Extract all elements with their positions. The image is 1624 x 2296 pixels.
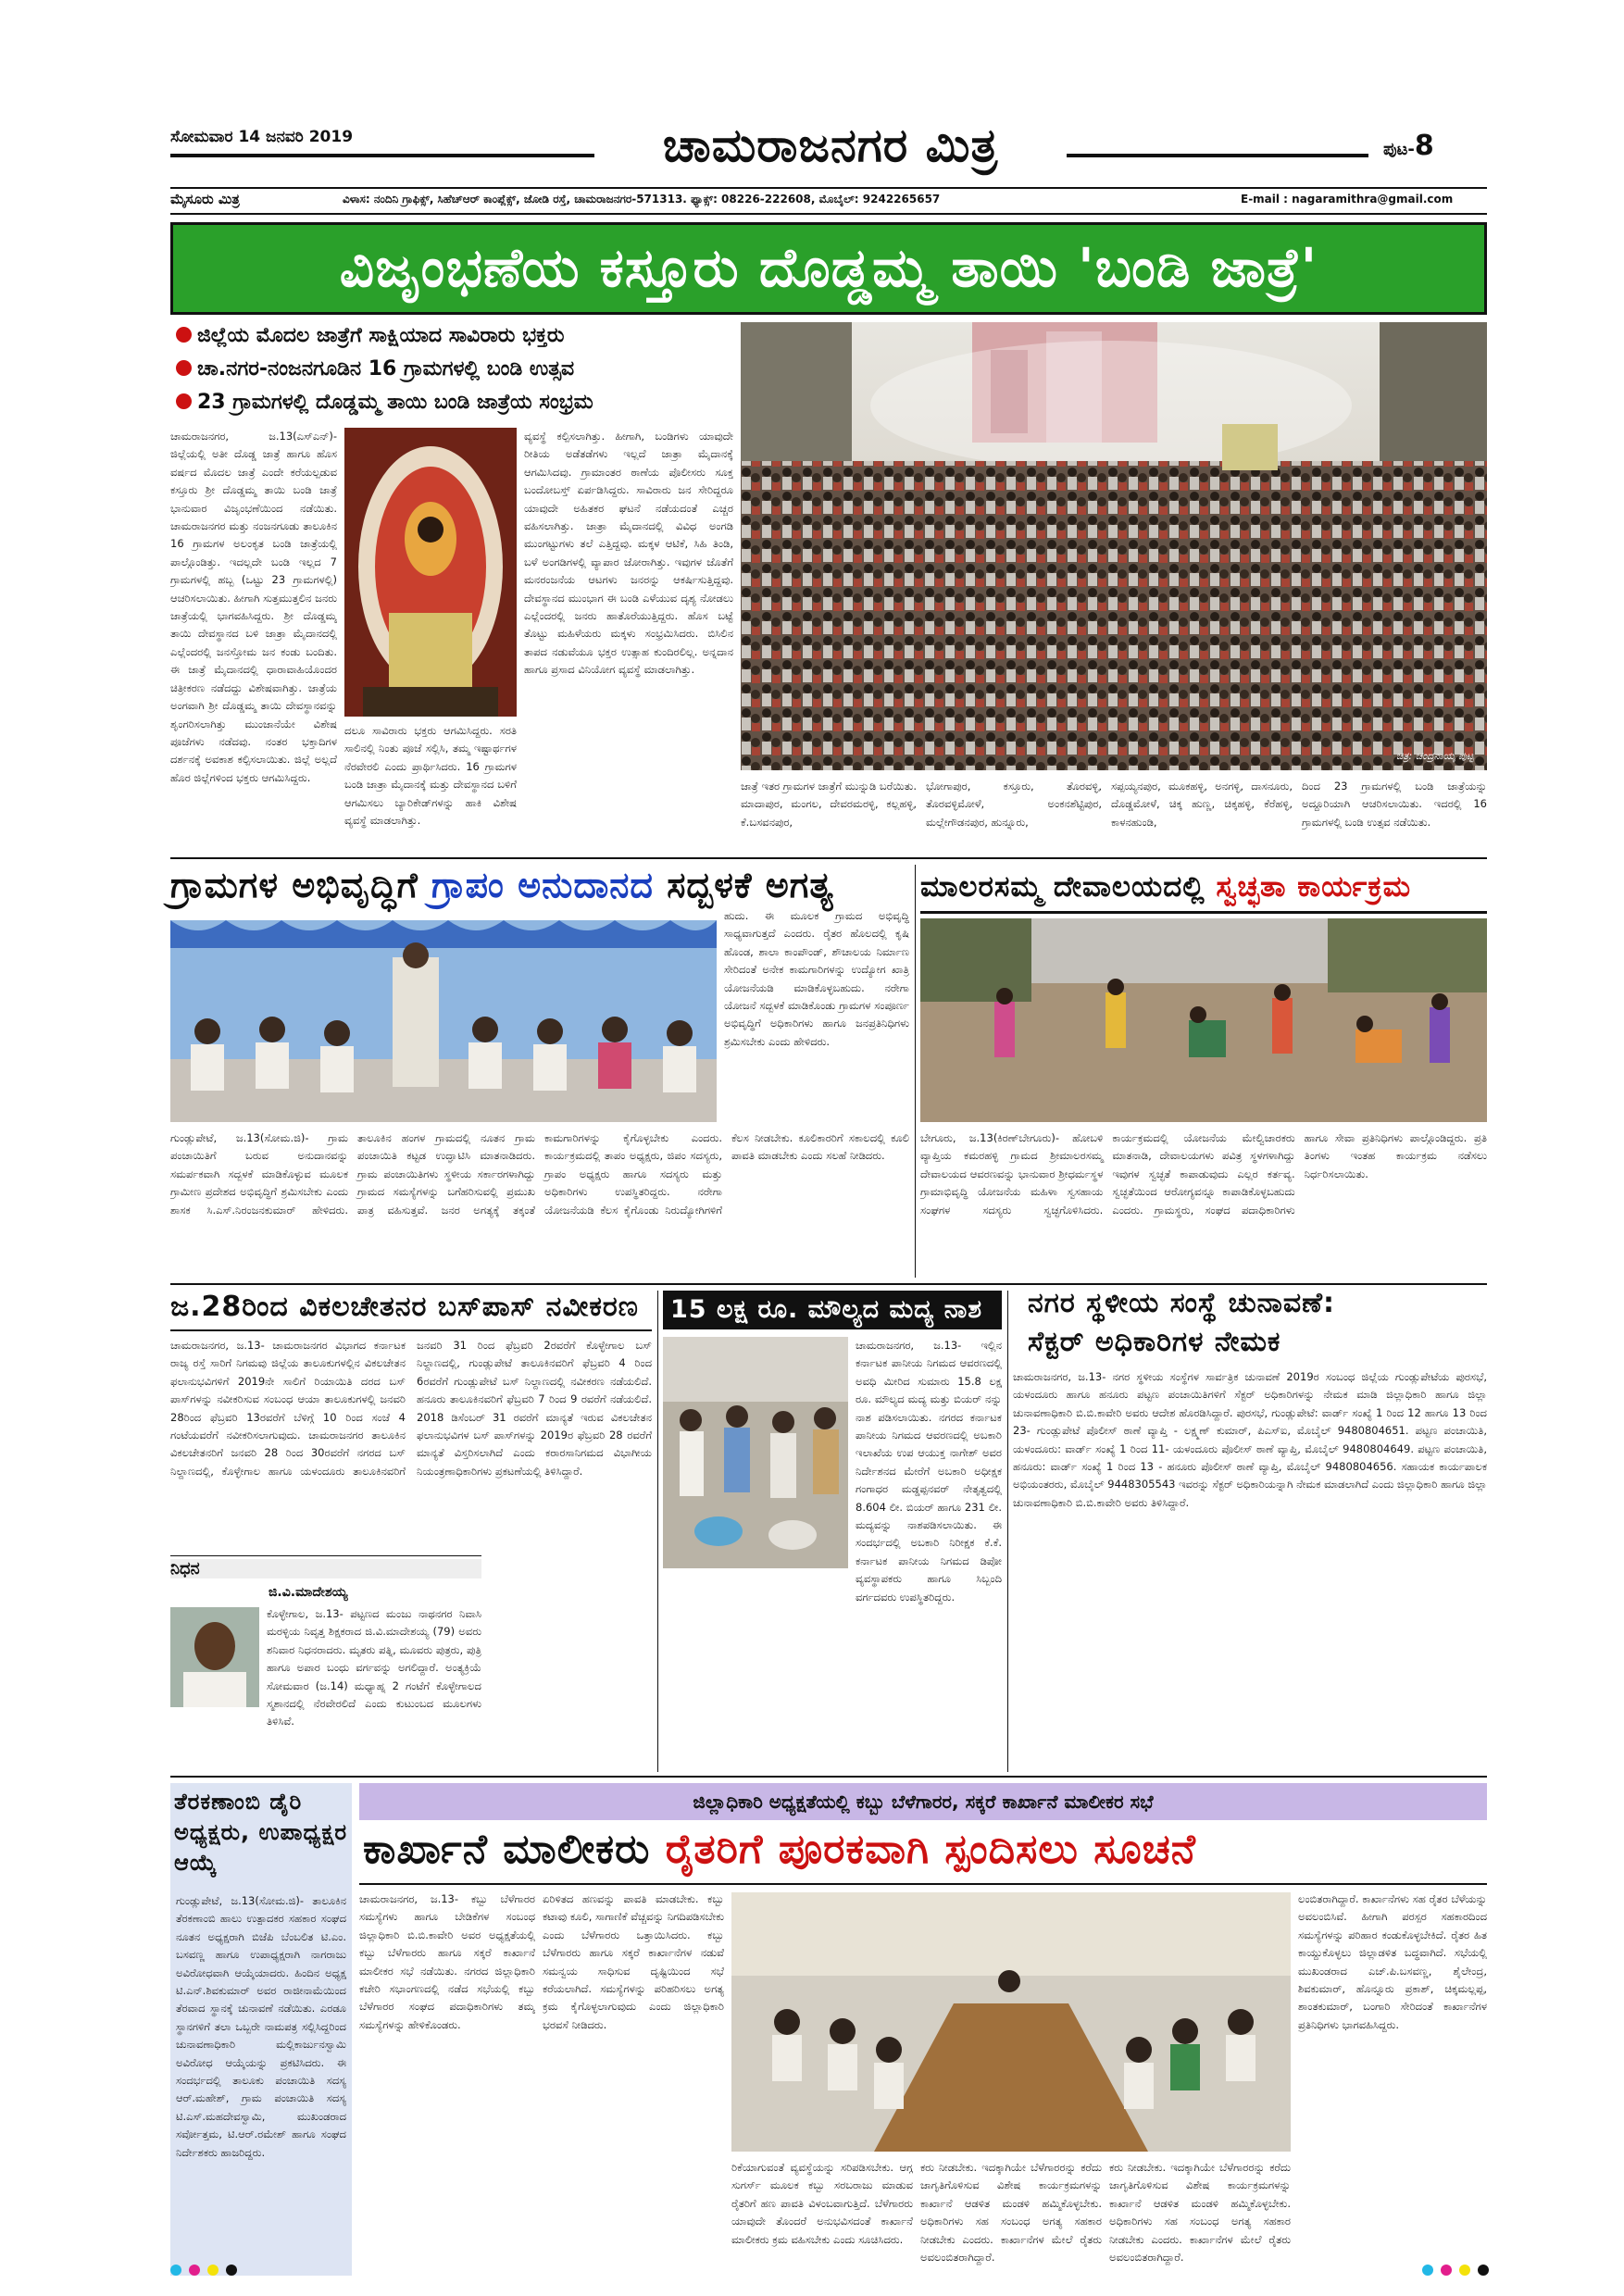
- bullet-dot: [176, 360, 192, 376]
- jatre-crowd-photo: [741, 322, 1487, 770]
- lead-bullet-1: ಜಿಲ್ಲೆಯ ಮೊದಲ ಜಾತ್ರೆಗೆ ಸಾಕ್ಷಿಯಾದ ಸಾವಿರಾರು ಭಕ್ತರು: [176, 324, 565, 347]
- cleaning-drive-photo: [920, 918, 1487, 1122]
- lead-strip-1: ಜಾತ್ರೆ ಇತರ ಗ್ರಾಮಗಳ ಜಾತ್ರೆಗೆ ಮುನ್ನುಡಿ ಬರೆಯಿತು. ಮಾದಾಪುರ, ಮಂಗಲ, ದೇವರಮರಳ್ಳಿ, ಕಲ್ಲಹಳ್ಳಿ, ಕೆ.ಬಸವನಪುರ,: [741, 780, 917, 829]
- grama-headline: [170, 865, 834, 906]
- crowd-illustration: [741, 322, 1487, 770]
- lead-strip-3: ಸಪ್ಪಯ್ಯನಪುರ, ಮೂಕಹಳ್ಳಿ, ಅನಗಳ್ಳಿ, ದಾಸನೂರು, ದೊಡ್ಡಮೋಳೆ, ಚಿಕ್ಕ ಹುಣ್ಣ, ಚಿಕ್ಕಹಳ್ಳಿ, ಕೆರೆಹಳ್ಳಿ, ಕಾಳನಹುಂಡಿ,: [1111, 780, 1293, 829]
- sugar-headline-part2: ರೈತರಿಗೆ ಪೂರಕವಾಗಿ ಸ್ಪಂದಿಸಲು ಸೂಚನೆ: [665, 1826, 1196, 1873]
- malarasamma-headline-part2: ಸ್ವಚ್ಛತಾ ಕಾರ್ಯಕ್ರಮ: [1216, 870, 1412, 904]
- vertical-rule-grama: [915, 865, 916, 1278]
- liquor-destruction-photo: [663, 1337, 848, 1568]
- bus-text: ಚಾಮರಾಜನಗರ, ಜ.13- ಚಾಮರಾಜನಗರ ವಿಭಾಗದ ಕರ್ನಾಟಕ ರಾಜ್ಯ ರಸ್ತೆ ಸಾರಿಗೆ ನಿಗಮವು ಜಿಲ್ಲೆಯ ತಾಲೂಕುಗಳಲ್ಲಿನ ವಿಕಲಚೇತನ ಫಲಾನುಭವಿಗಳಿಗೆ 2019ನೇ ಸಾಲಿಗೆ ರಿಯಾಯಿತಿ ದರದ ಬಸ್ ಪಾಸ್‌ಗಳನ್ನು ನವೀಕರಿಸುವ ಸಂಬಂಧ ಆಯಾ ತಾಲೂಕುಗಳಲ್ಲಿ ಜನವರಿ 28ರಿಂದ ಫೆಬ್ರವರಿ 13ರವರೆಗೆ ಬೆಳಿಗ್ಗೆ 10 ರಿಂದ ಸಂಜೆ 4 ಗಂಟೆಯವರೆಗೆ ನವೀಕರಿಸಲಾಗುವುದು. ಚಾಮರಾಜನಗರ ತಾಲೂಕಿನ ವಿಕಲಚೇತನರಿಗೆ ಜನವರಿ 28 ರಿಂದ 30ರವರೆಗೆ ನಗರದ ಬಸ್ ನಿಲ್ದಾಣದಲ್ಲಿ, ಕೊಳ್ಳೇಗಾಲ ಹಾಗೂ ಯಳಂದೂರು ತಾಲೂಕಿನವರಿಗೆ ಜನವರಿ 31 ರಿಂದ ಫೆಬ್ರವರಿ 2ರವರೆಗೆ ಕೊಳ್ಳೇಗಾಲ ಬಸ್ ನಿಲ್ದಾಣದಲ್ಲಿ, ಗುಂಡ್ಲುಪೇಟೆ ತಾಲೂಕಿನವರಿಗೆ ಫೆಬ್ರವರಿ 4 ರಿಂದ 6ರವರೆಗೆ ಗುಂಡ್ಲುಪೇಟೆ ಬಸ್ ನಿಲ್ದಾಣದಲ್ಲಿ ನವೀಕರಣ ನಡೆಯಲಿದೆ. ಹನೂರು ತಾಲೂಕಿನವರಿಗೆ ಫೆಬ್ರವರಿ 7 ರಿಂದ 9 ರವರೆಗೆ ನಡೆಯಲಿದೆ. 2018 ಡಿಸೆಂಬರ್ 31 ರವರೆಗೆ ಮಾನ್ಯತೆ ಇರುವ ವಿಕಲಚೇತನ ಫಲಾನುಭವಿಗಳ ಬಸ್ ಪಾಸ್‌ಗಳನ್ನು 2019ರ ಫೆಬ್ರವರಿ 28 ರವರೆಗೆ ಮಾನ್ಯತೆ ವಿಸ್ತರಿಸಲಾಗಿದೆ ಎಂದು ಕರಾರಸಾನಿಗಮದ ವಿಭಾಗೀಯ ನಿಯಂತ್ರಣಾಧಿಕಾರಿಗಳು ಪ್ರಕಟಣೆಯಲ್ಲಿ ತಿಳಿಸಿದ್ದಾರೆ.: [170, 1339, 652, 1478]
- subbar-top-rule: [170, 187, 1487, 189]
- lead-column-3: ವ್ಯವಸ್ಥೆ ಕಲ್ಪಿಸಲಾಗಿತ್ತು. ಹೀಗಾಗಿ, ಬಂಡಿಗಳು ಯಾವುದೇ ರೀತಿಯ ಅಡೆತಡೆಗಳು ಇಲ್ಲದೆ ಜಾತ್ರಾ ಮೈದಾನಕ್ಕೆ ಆಗಮಿಸಿದವು. ಗ್ರಾಮಾಂತರ ಠಾಣೆಯ ಪೊಲೀಸರು ಸೂಕ್ತ ಬಂದೋಬಸ್ತ್ ಏರ್ಪಡಿಸಿದ್ದರು. ಸಾವಿರಾರು ಜನ ಸೇರಿದ್ದರೂ ಯಾವುದೇ ಅಹಿತಕರ ಘಟನೆ ನಡೆಯದಂತೆ ಎಚ್ಚರ ವಹಿಸಲಾಗಿತ್ತು. ಜಾತ್ರಾ ಮೈದಾನದಲ್ಲಿ ವಿವಿಧ ಅಂಗಡಿ ಮುಂಗಟ್ಟುಗಳು ತಲೆ ಎತ್ತಿದ್ದವು. ಮಕ್ಕಳ ಆಟಿಕೆ, ಸಿಹಿ ತಿಂಡಿ, ಬಳೆ ಅಂಗಡಿಗಳಲ್ಲಿ ವ್ಯಾಪಾರ ಜೋರಾಗಿತ್ತು. ಇವುಗಳ ಜೊತೆಗೆ ಮನರಂಜನೆಯ ಆಟಗಳು ಜನರನ್ನು ಆಕರ್ಷಿಸುತ್ತಿದ್ದವು. ದೇವಸ್ಥಾನದ ಮುಂಭಾಗ ಈ ಬಂಡಿ ಎಳೆಯುವ ದೃಶ್ಯ ನೋಡಲು ಎಲ್ಲೆಂದರಲ್ಲಿ ಜನರು ಹಾತೊರೆಯುತ್ತಿದ್ದರು. ಹೊಸ ಬಟ್ಟೆ ತೊಟ್ಟು ಮಹಿಳೆಯರು ಮಕ್ಕಳು ಸಂಭ್ರಮಿಸಿದರು. ಬಿಸಿಲಿನ ತಾಪದ ನಡುವೆಯೂ ಭಕ್ತರ ಉತ್ಸಾಹ ಕುಂದಿರಲಿಲ್ಲ. ಅನ್ನದಾನ ಹಾಗೂ ಪ್ರಸಾದ ವಿನಿಯೋಗ ವ್ಯವಸ್ಥೆ ಮಾಡಲಾಗಿತ್ತು.: [524, 430, 733, 677]
- sugar-meeting-photo: [731, 1892, 1291, 2152]
- dairy-headline: ತೆರಕಣಾಂಬಿ ಡೈರಿ ಅಧ್ಯಕ್ಷರು, ಉಪಾಧ್ಯಕ್ಷರ ಆಯ್ಕೆ: [174, 1789, 348, 1876]
- malarasamma-head-rule: [920, 911, 1487, 914]
- malarasamma-headline: [920, 870, 1411, 905]
- grama-text-bottom: ಗುಂಡ್ಲುಪೇಟೆ, ಜ.13(ಸೋಮ.ಜಿ)- ಗ್ರಾಮ ಪಂಚಾಯಿತಿಗೆ ಬರುವ ಅನುದಾನವನ್ನು ಸಮರ್ಪಕವಾಗಿ ಸದ್ಬಳಕೆ ಮಾಡಿಕೊಳ್ಳುವ ಮೂಲಕ ಗ್ರಾಮೀಣ ಪ್ರದೇಶದ ಅಭಿವೃದ್ಧಿಗೆ ಶ್ರಮಿಸಬೇಕು ಎಂದು ಶಾಸಕ ಸಿ.ಎಸ್.ನಿರಂಜನಕುಮಾರ್ ಹೇಳಿದರು. ತಾಲೂಕಿನ ಹಂಗಳ ಗ್ರಾಮದಲ್ಲಿ ನೂತನ ಗ್ರಾಮ ಪಂಚಾಯಿತಿ ಕಟ್ಟಡ ಉದ್ಘಾಟಿಸಿ ಮಾತನಾಡಿದರು. ಗ್ರಾಮ ಪಂಚಾಯಿತಿಗಳು ಸ್ಥಳೀಯ ಸರ್ಕಾರಗಳಾಗಿದ್ದು ಗ್ರಾಮದ ಸಮಸ್ಯೆಗಳನ್ನು ಬಗೆಹರಿಸುವಲ್ಲಿ ಪ್ರಮುಖ ಪಾತ್ರ ವಹಿಸುತ್ತವೆ. ಜನರ ಅಗತ್ಯಕ್ಕೆ ತಕ್ಕಂತೆ ಕಾಮಗಾರಿಗಳನ್ನು ಕೈಗೊಳ್ಳಬೇಕು ಎಂದರು. ಕಾರ್ಯಕ್ರಮದಲ್ಲಿ ತಾಪಂ ಅಧ್ಯಕ್ಷರು, ಜಿಪಂ ಸದಸ್ಯರು, ಗ್ರಾಪಂ ಅಧ್ಯಕ್ಷರು ಹಾಗೂ ಸದಸ್ಯರು ಮತ್ತು ಅಧಿಕಾರಿಗಳು ಉಪಸ್ಥಿತರಿದ್ದರು. ನರೇಗಾ ಯೋಜನೆಯಡಿ ಕೆಲಸ ಕೈಗೊಂಡು ನಿರುದ್ಯೋಗಿಗಳಿಗೆ ಕೆಲಸ ನೀಡಬೇಕು. ಕೂಲಿಕಾರರಿಗೆ ಸಕಾಲದಲ್ಲಿ ಕೂಲಿ ಪಾವತಿ ಮಾಡಬೇಕು ಎಂದು ಸಲಹೆ ನೀಡಿದರು.: [170, 1131, 909, 1217]
- election-headline-2: ಸೆಕ್ಟರ್ ಅಧಿಕಾರಿಗಳ ನೇಮಕ: [1028, 1326, 1281, 1358]
- registration-dot-cyan-right: [1422, 2265, 1433, 2276]
- bullet-dot: [176, 393, 192, 409]
- lead-bullet-3: 23 ಗ್ರಾಮಗಳಲ್ಲಿ ದೊಡ್ಡಮ್ಮ ತಾಯಿ ಬಂಡಿ ಜಾತ್ರೆಯ ಸಂಭ್ರಮ: [176, 391, 593, 414]
- section-rule-3: [170, 1776, 1487, 1778]
- lead-headline-banner: [170, 222, 1487, 315]
- sugar-col-6: ಕರು ನೀಡಬೇಕು. ಇದಕ್ಕಾಗಿಯೇ ಬೆಳೆಗಾರರನ್ನು ಕರೆದು ಜಾಗೃತಿಗೊಳಿಸುವ ವಿಶೇಷ ಕಾರ್ಯಕ್ರಮಗಳನ್ನು ಕಾರ್ಖಾನೆ ಆಡಳಿತ ಮಂಡಳಿ ಹಮ್ಮಿಕೊಳ್ಳಬೇಕು. ಅಧಿಕಾರಿಗಳು ಸಹ ಸಂಬಂಧ ಅಗತ್ಯ ಸಹಕಾರ ನೀಡಬೇಕು ಎಂದರು. ಕಾರ್ಖಾನೆಗಳ ಮೇಲೆ ರೈತರು ಅವಲಂಬಿತರಾಗಿದ್ದಾರೆ.: [1109, 2161, 1291, 2265]
- section-rule-1: [170, 857, 1487, 859]
- sugar-kicker-bar: [359, 1783, 1487, 1820]
- masthead-rule-left: [170, 154, 606, 157]
- registration-dot-yellow: [207, 2265, 219, 2276]
- election-headline-1: ನಗರ ಸ್ಥಳೀಯ ಸಂಸ್ಥೆ ಚುನಾವಣೆ:: [1028, 1287, 1335, 1319]
- sugar-kicker: ಜಿಲ್ಲಾಧಿಕಾರಿ ಅಧ್ಯಕ್ಷತೆಯಲ್ಲಿ ಕಬ್ಬು ಬೆಳೆಗಾರರ, ಸಕ್ಕರೆ ಕಾರ್ಖಾನೆ ಮಾಲೀಕರ ಸಭೆ: [693, 1791, 1154, 1813]
- registration-dot-magenta-right: [1441, 2265, 1452, 2276]
- stage-illustration: [170, 920, 717, 1122]
- registration-dot-black: [226, 2265, 237, 2276]
- grama-event-photo: [170, 920, 717, 1122]
- bullet-dot: [176, 327, 192, 343]
- sugar-headline: [363, 1826, 1196, 1873]
- newspaper-title: ಚಾಮರಾಜನಗರ ಮಿತ್ರ: [594, 119, 1067, 173]
- subbar-bottom-rule: [170, 213, 1487, 215]
- sugar-col-5: ಲಂಬಿತರಾಗಿದ್ದಾರೆ. ಕಾರ್ಖಾನೆಗಳು ಸಹ ರೈತರ ಬೆಳೆಯನ್ನು ಅವಲಂಬಿಸಿವೆ. ಹೀಗಾಗಿ ಪರಸ್ಪರ ಸಹಕಾರದಿಂದ ಸಮಸ್ಯೆಗಳನ್ನು ಪರಿಹಾರ ಕಂಡುಕೊಳ್ಳಬೇಕಿದೆ. ರೈತರ ಹಿತ ಕಾಯ್ದುಕೊಳ್ಳಲು ಜಿಲ್ಲಾಡಳಿತ ಬದ್ಧವಾಗಿದೆ. ಸಭೆಯಲ್ಲಿ ಮುಖಂಡರಾದ ಎಚ್.ಪಿ.ಬಸವಣ್ಣ, ಶೈಲೇಂದ್ರ, ಶಿವಕುಮಾರ್, ಹೊನ್ನೂರು ಪ್ರಕಾಶ್, ಚಿಕ್ಕಮಲ್ಲಪ್ಪ, ಶಾಂತಕುಮಾರ್, ಬಂಗಾರಿ ಸೇರಿದಂತೆ ಕಾರ್ಖಾನೆಗಳ ಪ್ರತಿನಿಧಿಗಳು ಭಾಗವಹಿಸಿದ್ದರು.: [1298, 1892, 1487, 2031]
- election-text: ಚಾಮರಾಜನಗರ, ಜ.13- ನಗರ ಸ್ಥಳೀಯ ಸಂಸ್ಥೆಗಳ ಸಾರ್ವತ್ರಿಕ ಚುನಾವಣೆ 2019ರ ಸಂಬಂಧ ಜಿಲ್ಲೆಯ ಗುಂಡ್ಲುಪೇಟೆಯ ಪುರಸಭೆ, ಯಳಂದೂರು ಹಾಗೂ ಹನೂರು ಪಟ್ಟಣ ಪಂಚಾಯಿತಿಗಳಿಗೆ ಸೆಕ್ಟರ್ ಅಧಿಕಾರಿಗಳನ್ನು ನೇಮಕ ಮಾಡಿ ಜಿಲ್ಲಾಧಿಕಾರಿ ಹಾಗೂ ಜಿಲ್ಲಾ ಚುನಾವಣಾಧಿಕಾರಿ ಬಿ.ಬಿ.ಕಾವೇರಿ ಅವರು ಆದೇಶ ಹೊರಡಿಸಿದ್ದಾರೆ. ಪುರಸಭೆ, ಗುಂಡ್ಲುಪೇಟೆ: ವಾರ್ಡ್ ಸಂಖ್ಯೆ 1 ರಿಂದ 12 ಹಾಗೂ 13 ರಿಂದ 23- ಗುಂಡ್ಲುಪೇಟೆ ಪೊಲೀಸ್ ಠಾಣೆ ವ್ಯಾಪ್ತಿ - ಲಕ್ಷ್ಮಣ್ ಕುಮಾರ್, ಪಿಎಸ್‌ಐ, ಮೊಬೈಲ್ 9480804651. ಪಟ್ಟಣ ಪಂಚಾಯಿತಿ, ಯಳಂದೂರು: ವಾರ್ಡ್ ಸಂಖ್ಯೆ 1 ರಿಂದ 11- ಯಳಂದೂರು ಪೊಲೀಸ್ ಠಾಣೆ ವ್ಯಾಪ್ತಿ, ಮೊಬೈಲ್ 9480804649. ಪಟ್ಟಣ ಪಂಚಾಯಿತಿ, ಹನೂರು: ವಾರ್ಡ್ ಸಂಖ್ಯೆ 1 ರಿಂದ 13 - ಹನೂರು ಪೊಲೀಸ್ ಠಾಣೆ ವ್ಯಾಪ್ತಿ, ಮೊಬೈಲ್ 9480804656. ಸಹಾಯಕ ಕಾರ್ಯಪಾಲಕ ಅಭಿಯಂತರರು, ಮೊಬೈಲ್ 9448305543 ಇವರನ್ನು ಸೆಕ್ಟರ್ ಅಧಿಕಾರಿಯನ್ನಾಗಿ ನೇಮಕ ಮಾಡಲಾಗಿದೆ ಎಂದು ಜಿಲ್ಲಾಧಿಕಾರಿ ಹಾಗೂ ಜಿಲ್ಲಾ ಚುನಾವಣಾಧಿಕಾರಿ ಬಿ.ಬಿ.ಕಾವೇರಿ ಅವರು ತಿಳಿಸಿದ್ದಾರೆ.: [1013, 1370, 1487, 1509]
- obit-heading: ನಿಧನ: [170, 1559, 481, 1578]
- lead-headline: ವಿಜೃಂಭಣೆಯ ಕಸ್ತೂರು ದೊಡ್ಡಮ್ಮ ತಾಯಿ 'ಬಂಡಿ ಜಾತ್ರೆ': [339, 236, 1318, 299]
- obit-name: ಜಿ.ವಿ.ಮಾದೇಶಯ್ಯ: [269, 1585, 348, 1600]
- idol-illustration: [344, 428, 517, 717]
- dairy-text: ಗುಂಡ್ಲುಪೇಟೆ, ಜ.13(ಸೋಮ.ಜಿ)- ತಾಲೂಕಿನ ತೆರಕಣಾಂಬಿ ಹಾಲು ಉತ್ಪಾದಕರ ಸಹಕಾರ ಸಂಘದ ನೂತನ ಅಧ್ಯಕ್ಷರಾಗಿ ಬಿಜೆಪಿ ಬೆಂಬಲಿತ ಟಿ.ಎಂ. ಬಸವಣ್ಣ ಹಾಗೂ ಉಪಾಧ್ಯಕ್ಷರಾಗಿ ನಾಗರಾಜು ಅವಿರೋಧವಾಗಿ ಆಯ್ಕೆಯಾದರು. ಹಿಂದಿನ ಅಧ್ಯಕ್ಷ ಟಿ.ಎನ್.ಶಿವಕುಮಾರ್ ಅವರ ರಾಜೀನಾಮೆಯಿಂದ ತೆರವಾದ ಸ್ಥಾನಕ್ಕೆ ಚುನಾವಣೆ ನಡೆಯಿತು. ಎರಡೂ ಸ್ಥಾನಗಳಿಗೆ ತಲಾ ಒಬ್ಬರೇ ನಾಮಪತ್ರ ಸಲ್ಲಿಸಿದ್ದರಿಂದ ಚುನಾವಣಾಧಿಕಾರಿ ಮಲ್ಲಿಕಾರ್ಜುನಸ್ವಾಮಿ ಅವಿರೋಧ ಆಯ್ಕೆಯನ್ನು ಪ್ರಕಟಿಸಿದರು. ಈ ಸಂದರ್ಭದಲ್ಲಿ ತಾಲೂಕು ಪಂಚಾಯಿತಿ ಸದಸ್ಯ ಆರ್.ಮಹೇಶ್, ಗ್ರಾಮ ಪಂಚಾಯಿತಿ ಸದಸ್ಯ ಟಿ.ಎಸ್.ಮಹದೇವಸ್ವಾಮಿ, ಮುಖಂಡರಾದ ಸರ್ವೋತ್ತಮ, ಟಿ.ಆರ್.ರಮೇಶ್ ಹಾಗೂ ಸಂಘದ ನಿರ್ದೇಶಕರು ಹಾಜರಿದ್ದರು.: [176, 1894, 346, 2159]
- obit-top-rule: [170, 1555, 481, 1556]
- sugar-col-3: ರಿಕೆಯಾಗುವಂತೆ ವ್ಯವಸ್ಥೆಯನ್ನು ಸರಿಪಡಿಸಬೇಕು. ಆಗ್ಗ ಸುಗರ್ಸ್ ಮೂಲಕ ಕಬ್ಬು ಸರಬರಾಜು ಮಾಡುವ ರೈತರಿಗೆ ಹಣ ಪಾವತಿ ವಿಳಂಬವಾಗುತ್ತಿದೆ. ಬೆಳೆಗಾರರು ಯಾವುದೇ ತೊಂದರೆ ಅನುಭವಿಸದಂತೆ ಕಾರ್ಖಾನೆ ಮಾಲೀಕರು ಕ್ರಮ ವಹಿಸಬೇಕು ಎಂದು ಸೂಚಿಸಿದರು.: [731, 2161, 913, 2246]
- publisher-address: ವಿಳಾಸ: ನಂದಿನಿ ಗ್ರಾಫಿಕ್ಸ್, ಸಿಹೆಚ್‌ಆರ್ ಕಾಂಪ್ಲೆಕ್ಸ್, ಜೋಡಿ ರಸ್ತೆ, ಚಾಮರಾಜನಗರ-571313. ಫ್ಯಾಕ್ಸ್: 08226-222608, ಮೊಬೈಲ್: 9242265657: [343, 193, 941, 206]
- sugar-head-rule: [359, 1883, 1487, 1885]
- lead-strip-4: ದಿಂದ 23 ಗ್ರಾಮಗಳಲ್ಲಿ ಬಂಡಿ ಜಾತ್ರೆಯನ್ನು ಅದ್ದೂರಿಯಾಗಿ ಆಚರಿಸಲಾಯಿತು. ಇದರಲ್ಲಿ 16 ಗ್ರಾಮಗಳಲ್ಲಿ ಬಂಡಿ ಉತ್ಸವ ನಡೆಯಿತು.: [1302, 780, 1487, 829]
- lead-column-1: ಚಾಮರಾಜನಗರ, ಜ.13(ಎಸ್‌ಎನ್)- ಜಿಲ್ಲೆಯಲ್ಲಿ ಅತೀ ದೊಡ್ಡ ಜಾತ್ರೆ ಹಾಗೂ ಹೊಸ ವರ್ಷದ ಮೊದಲ ಜಾತ್ರೆ ಎಂದೇ ಕರೆಯಲ್ಪಡುವ ಕಸ್ತೂರು ಶ್ರೀ ದೊಡ್ಡಮ್ಮ ತಾಯಿ ಬಂಡಿ ಜಾತ್ರೆ ಭಾನುವಾರ ವಿಜೃಂಭಣೆಯಿಂದ ನಡೆಯಿತು. ಚಾಮರಾಜನಗರ ಮತ್ತು ನಂಜನಗೂಡು ತಾಲೂಕಿನ 16 ಗ್ರಾಮಗಳ ಅಲಂಕೃತ ಬಂಡಿ ಜಾತ್ರೆಯಲ್ಲಿ ಪಾಲ್ಗೊಂಡಿತ್ತು. ಇದಲ್ಲದೇ ಬಂಡಿ ಇಲ್ಲದ 7 ಗ್ರಾಮಗಳಲ್ಲಿ ಹಬ್ಬ (ಒಟ್ಟು 23 ಗ್ರಾಮಗಳಲ್ಲಿ) ಆಚರಿಸಲಾಯಿತು. ಹೀಗಾಗಿ ಸುತ್ತಮುತ್ತಲಿನ ಜನರು ಜಾತ್ರೆಯಲ್ಲಿ ಭಾಗವಹಿಸಿದ್ದರು. ಶ್ರೀ ದೊಡ್ಡಮ್ಮ ತಾಯಿ ದೇವಸ್ಥಾನದ ಬಳಿ ಜಾತ್ರಾ ಮೈದಾನದಲ್ಲಿ ಎಲ್ಲೆಂದರಲ್ಲಿ ಜನಸ್ತೋಮ ಜನ ಕಂಡು ಬಂದಿತು. ಈ ಜಾತ್ರೆ ಮೈದಾನದಲ್ಲಿ ಧಾರಾವಾಹಿಯೊಂದರ ಚಿತ್ರೀಕರಣ ನಡೆದದ್ದು ವಿಶೇಷವಾಗಿತ್ತು. ಜಾತ್ರೆಯ ಅಂಗವಾಗಿ ಶ್ರೀ ದೊಡ್ಡಮ್ಮ ತಾಯಿ ದೇವಸ್ಥಾನವನ್ನು ಶೃಂಗರಿಸಲಾಗಿತ್ತು ಮುಂಜಾನೆಯೇ ವಿಶೇಷ ಪೂಜೆಗಳು ನಡೆದವು. ನಂತರ ಭಕ್ತಾದಿಗಳ ದರ್ಶನಕ್ಕೆ ಅವಕಾಶ ಕಲ್ಪಿಸಲಾಯಿತು. ಜಿಲ್ಲೆ ಅಲ್ಲದೆ ಹೊರ ಜಿಲ್ಲೆಗಳಿಂದ ಭಕ್ತರು ಆಗಮಿಸಿದ್ದರು.: [170, 430, 337, 784]
- sugar-col-4: ಕರು ನೀಡಬೇಕು. ಇದಕ್ಕಾಗಿಯೇ ಬೆಳೆಗಾರರನ್ನು ಕರೆದು ಜಾಗೃತಿಗೊಳಿಸುವ ವಿಶೇಷ ಕಾರ್ಯಕ್ರಮಗಳನ್ನು ಕಾರ್ಖಾನೆ ಆಡಳಿತ ಮಂಡಳಿ ಹಮ್ಮಿಕೊಳ್ಳಬೇಕು. ಅಧಿಕಾರಿಗಳು ಸಹ ಸಂಬಂಧ ಅಗತ್ಯ ಸಹಕಾರ ನೀಡಬೇಕು ಎಂದರು. ಕಾರ್ಖಾನೆಗಳ ಮೇಲೆ ರೈತರು ಅವಲಂಬಿತರಾಗಿದ್ದಾರೆ.: [920, 2161, 1102, 2265]
- registration-dot-magenta: [189, 2265, 200, 2276]
- page-number-value: 8: [1414, 130, 1434, 162]
- page-label: ಪುಟ-: [1383, 140, 1415, 159]
- malarasamma-text: ಬೇಗೂರು, ಜ.13(ಕಿರಣ್‌ಬೇಗೂರು)- ಹೋಬಳಿ ವ್ಯಾಪ್ತಿಯ ಕಮರಹಳ್ಳಿ ಗ್ರಾಮದ ಶ್ರೀಮಾಲರಸಮ್ಮ ದೇವಾಲಯದ ಆವರಣವನ್ನು ಭಾನುವಾರ ಶ್ರೀಧರ್ಮಸ್ಥಳ ಗ್ರಾಮಾಭಿವೃದ್ಧಿ ಯೋಜನೆಯ ಮಹಿಳಾ ಸ್ವಸಹಾಯ ಸಂಘಗಳ ಸದಸ್ಯರು ಸ್ವಚ್ಛಗೊಳಿಸಿದರು. ಕಾರ್ಯಕ್ರಮದಲ್ಲಿ ಯೋಜನೆಯ ಮೇಲ್ವಿಚಾರಕರು ಮಾತನಾಡಿ, ದೇವಾಲಯಗಳು ಪವಿತ್ರ ಸ್ಥಳಗಳಾಗಿದ್ದು ಇವುಗಳ ಸ್ವಚ್ಛತೆ ಕಾಪಾಡುವುದು ಎಲ್ಲರ ಕರ್ತವ್ಯ. ಸ್ವಚ್ಛತೆಯಿಂದ ಆರೋಗ್ಯವನ್ನೂ ಕಾಪಾಡಿಕೊಳ್ಳಬಹುದು ಎಂದರು. ಗ್ರಾಮಸ್ಥರು, ಸಂಘದ ಪದಾಧಿಕಾರಿಗಳು ಹಾಗೂ ಸೇವಾ ಪ್ರತಿನಿಧಿಗಳು ಪಾಲ್ಗೊಂಡಿದ್ದರು. ಪ್ರತಿ ತಿಂಗಳು ಇಂತಹ ಕಾರ್ಯಕ್ರಮ ನಡೆಸಲು ನಿರ್ಧರಿಸಲಾಯಿತು.: [920, 1131, 1487, 1217]
- page-number: [1383, 130, 1434, 162]
- publisher-email: E-mail : nagaramithra@gmail.com: [1241, 193, 1454, 206]
- registration-dot-yellow-right: [1459, 2265, 1470, 2276]
- registration-dot-black-right: [1478, 2265, 1489, 2276]
- photo-credit: ಚಿತ್ರ: ಚಂದ್ರನಾಯ್ಕ ಪುಟ್ಟ: [1395, 750, 1474, 762]
- edition-name: ಮೈಸೂರು ಮಿತ್ರ: [170, 191, 240, 207]
- obit-text: ಕೊಳ್ಳೇಗಾಲ, ಜ.13- ಪಟ್ಟಣದ ಮಂಜು ನಾಥನಗರ ನಿವಾಸಿ ಮರಳ್ಳಿಯ ನಿವೃತ್ತ ಶಿಕ್ಷಕರಾದ ಜಿ.ವಿ.ಮಾದೇಶಯ್ಯ (79) ಅವರು ಶನಿವಾರ ನಿಧನರಾದರು. ಮೃತರು ಪತ್ನಿ, ಮೂವರು ಪುತ್ರರು, ಪುತ್ರಿ ಹಾಗೂ ಅಪಾರ ಬಂಧು ವರ್ಗವನ್ನು ಅಗಲಿದ್ದಾರೆ. ಅಂತ್ಯಕ್ರಿಯೆ ಸೋಮವಾರ (ಜ.14) ಮಧ್ಯಾಹ್ನ 2 ಗಂಟೆಗೆ ಕೊಳ್ಳೇಗಾಲದ ಸ್ಮಶಾನದಲ್ಲಿ ನೆರವೇರಲಿದೆ ಎಂದು ಕುಟುಂಬದ ಮೂಲಗಳು ತಿಳಿಸಿವೆ.: [267, 1607, 481, 1728]
- grama-headline-part2: ಗ್ರಾಪಂ ಅನುದಾನದ: [431, 865, 654, 905]
- lead-bullet-2: ಚಾ.ನಗರ-ನಂಜನಗೂಡಿನ 16 ಗ್ರಾಮಗಳಲ್ಲಿ ಬಂಡಿ ಉತ್ಸವ: [176, 357, 574, 381]
- sugar-col-1: ಚಾಮರಾಜನಗರ, ಜ.13- ಕಬ್ಬು ಬೆಳೆಗಾರರ ಸಮಸ್ಯೆಗಳು ಹಾಗೂ ಬೇಡಿಕೆಗಳ ಸಂಬಂಧ ಜಿಲ್ಲಾಧಿಕಾರಿ ಬಿ.ಬಿ.ಕಾವೇರಿ ಅವರ ಅಧ್ಯಕ್ಷತೆಯಲ್ಲಿ ಕಬ್ಬು ಬೆಳೆಗಾರರು ಹಾಗೂ ಸಕ್ಕರೆ ಕಾರ್ಖಾನೆ ಮಾಲೀಕರ ಸಭೆ ನಡೆಯಿತು. ನಗರದ ಜಿಲ್ಲಾಧಿಕಾರಿ ಕಚೇರಿ ಸಭಾಂಗಣದಲ್ಲಿ ನಡೆದ ಸಭೆಯಲ್ಲಿ ಕಬ್ಬು ಬೆಳೆಗಾರರ ಸಂಘದ ಪದಾಧಿಕಾರಿಗಳು ತಮ್ಮ ಸಮಸ್ಯೆಗಳನ್ನು ಹೇಳಿಕೊಂಡರು.: [359, 1892, 535, 2031]
- vertical-rule-liquor: [1007, 1291, 1008, 1772]
- masthead-rule-right: [1054, 154, 1368, 157]
- cleaning-illustration: [920, 918, 1487, 1122]
- grama-text-right: ಹುದು. ಈ ಮೂಲಕ ಗ್ರಾಮದ ಅಭಿವೃದ್ಧಿ ಸಾಧ್ಯವಾಗುತ್ತದೆ ಎಂದರು. ರೈತರ ಹೊಲದಲ್ಲಿ ಕೃಷಿ ಹೊಂಡ, ಶಾಲಾ ಕಾಂಪೌಂಡ್, ಶೌಚಾಲಯ ನಿರ್ಮಾಣ ಸೇರಿದಂತೆ ಅನೇಕ ಕಾಮಗಾರಿಗಳನ್ನು ಉದ್ಯೋಗ ಖಾತ್ರಿ ಯೋಜನೆಯಡಿ ಮಾಡಿಕೊಳ್ಳಬಹುದು. ನರೇಗಾ ಯೋಜನೆ ಸದ್ಬಳಕೆ ಮಾಡಿಕೊಂಡು ಗ್ರಾಮಗಳ ಸಂಪೂರ್ಣ ಅಭಿವೃದ್ಧಿಗೆ ಅಧಿಕಾರಿಗಳು ಹಾಗೂ ಜನಪ್ರತಿನಿಧಿಗಳು ಶ್ರಮಿಸಬೇಕು ಎಂದು ಹೇಳಿದರು.: [724, 909, 909, 1048]
- sugar-headline-part1: ಕಾರ್ಖಾನೆ ಮಾಲೀಕರು: [363, 1826, 651, 1873]
- meeting-illustration: [731, 1892, 1291, 2152]
- malarasamma-headline-part1: ಮಾಲರಸಮ್ಮ ದೇವಾಲಯದಲ್ಲಿ: [920, 870, 1206, 904]
- section-rule-2: [170, 1283, 1487, 1285]
- issue-date: ಸೋಮವಾರ 14 ಜನವರಿ 2019: [170, 128, 354, 146]
- lead-column-2: ದಲೂ ಸಾವಿರಾರು ಭಕ್ತರು ಆಗಮಿಸಿದ್ದರು. ಸರತಿ ಸಾಲಿನಲ್ಲಿ ನಿಂತು ಪೂಜೆ ಸಲ್ಲಿಸಿ, ತಮ್ಮ ಇಷ್ಟಾರ್ಥಗಳ ನೆರವೇರಲಿ ಎಂದು ಪ್ರಾರ್ಥಿಸಿದರು. 16 ಗ್ರಾಮಗಳ ಬಂಡಿ ಜಾತ್ರಾ ಮೈದಾನಕ್ಕೆ ಮತ್ತು ದೇವಸ್ಥಾನದ ಬಳಿಗೆ ಆಗಮಿಸಲು ಬ್ಯಾರಿಕೇಡ್‌ಗಳನ್ನು ಹಾಕಿ ವಿಶೇಷ ವ್ಯವಸ್ಥೆ ಮಾಡಲಾಗಿತ್ತು.: [344, 724, 517, 828]
- vertical-rule-bus: [657, 1291, 658, 1772]
- liquor-headline-box: [663, 1291, 1002, 1329]
- liquor-text: ಚಾಮರಾಜನಗರ, ಜ.13- ಇಲ್ಲಿನ ಕರ್ನಾಟಕ ಪಾನೀಯ ನಿಗಮದ ಆವರಣದಲ್ಲಿ ಅವಧಿ ಮೀರಿದ ಸುಮಾರು 15.8 ಲಕ್ಷ ರೂ. ಮೌಲ್ಯದ ಮದ್ಯ ಮತ್ತು ಬಿಯರ್ ನನ್ನು ನಾಶ ಪಡಿಸಲಾಯಿತು. ನಗರದ ಕರ್ನಾಟಕ ಪಾನೀಯ ನಿಗಮದ ಆವರಣದಲ್ಲಿ ಅಬಕಾರಿ ಇಲಾಖೆಯ ಉಪ ಆಯುಕ್ತ ನಾಗೇಶ್ ಅವರ ನಿರ್ದೇಶನದ ಮೇರೆಗೆ ಅಬಕಾರಿ ಅಧೀಕ್ಷಕ ಗಂಗಾಧರ ಮಡ್ಡಪ್ಪನವರ್ ನೇತೃತ್ವದಲ್ಲಿ 8.604 ಲೀ. ಬಿಯರ್ ಹಾಗೂ 231 ಲೀ. ಮದ್ಯವನ್ನು ನಾಶಪಡಿಸಲಾಯಿತು. ಈ ಸಂದರ್ಭದಲ್ಲಿ ಅಬಕಾರಿ ನಿರೀಕ್ಷಕ ಕೆ.ಕೆ. ಕರ್ನಾಟಕ ಪಾನೀಯ ನಿಗಮದ ಡಿಪೋ ವ್ಯವಸ್ಥಾಪಕರು ಹಾಗೂ ಸಿಬ್ಬಂದಿ ವರ್ಗದವರು ಉಪಸ್ಥಿತರಿದ್ದರು.: [856, 1339, 1002, 1603]
- sugar-col-2: ಏರಿಳಿತದ ಹಣವನ್ನು ಪಾವತಿ ಮಾಡಬೇಕು. ಕಬ್ಬು ಕಟಾವು ಕೂಲಿ, ಸಾಗಾಣಿಕೆ ವೆಚ್ಚವನ್ನು ನಿಗದಿಪಡಿಸಬೇಕು ಎಂದು ಬೆಳೆಗಾರರು ಒತ್ತಾಯಿಸಿದರು. ಕಬ್ಬು ಬೆಳೆಗಾರರು ಹಾಗೂ ಸಕ್ಕರೆ ಕಾರ್ಖಾನೆಗಳ ನಡುವೆ ಸಮನ್ವಯ ಸಾಧಿಸುವ ದೃಷ್ಟಿಯಿಂದ ಸಭೆ ಕರೆಯಲಾಗಿದೆ. ಸಮಸ್ಯೆಗಳನ್ನು ಪರಿಹರಿಸಲು ಅಗತ್ಯ ಕ್ರಮ ಕೈಗೊಳ್ಳಲಾಗುವುದು ಎಂದು ಜಿಲ್ಲಾಧಿಕಾರಿ ಭರವಸೆ ನೀಡಿದರು.: [543, 1892, 724, 2031]
- lead-strip-2: ಭೋಗಾಪುರ, ಕಸ್ತೂರು, ತೊರವಳ್ಳಿ, ತೊರವಳ್ಳಿಮೋಳೆ, ಅಂಕನಶೆಟ್ಟಿಪುರ, ಮಲ್ಲೇಗೌಡನಪುರ, ಹುನ್ನೂರು,: [926, 780, 1102, 829]
- bus-head-rule: [170, 1329, 652, 1331]
- registration-dot-cyan: [170, 2265, 181, 2276]
- liquor-headline: 15 ಲಕ್ಷ ರೂ. ಮೌಲ್ಯದ ಮದ್ಯ ನಾಶ: [670, 1295, 983, 1324]
- grama-headline-part1: ಗ್ರಾಮಗಳ ಅಭಿವೃದ್ಧಿಗೆ: [170, 865, 418, 905]
- destruction-illustration: [663, 1337, 848, 1568]
- grama-headline-part3: ಸದ್ಬಳಕೆ ಅಗತ್ಯ: [667, 865, 834, 905]
- goddess-idol-photo: [344, 428, 517, 717]
- bus-headline: ಜ.28ರಿಂದ ವಿಕಲಚೇತನರ ಬಸ್‌ಪಾಸ್ ನವೀಕರಣ: [170, 1291, 639, 1323]
